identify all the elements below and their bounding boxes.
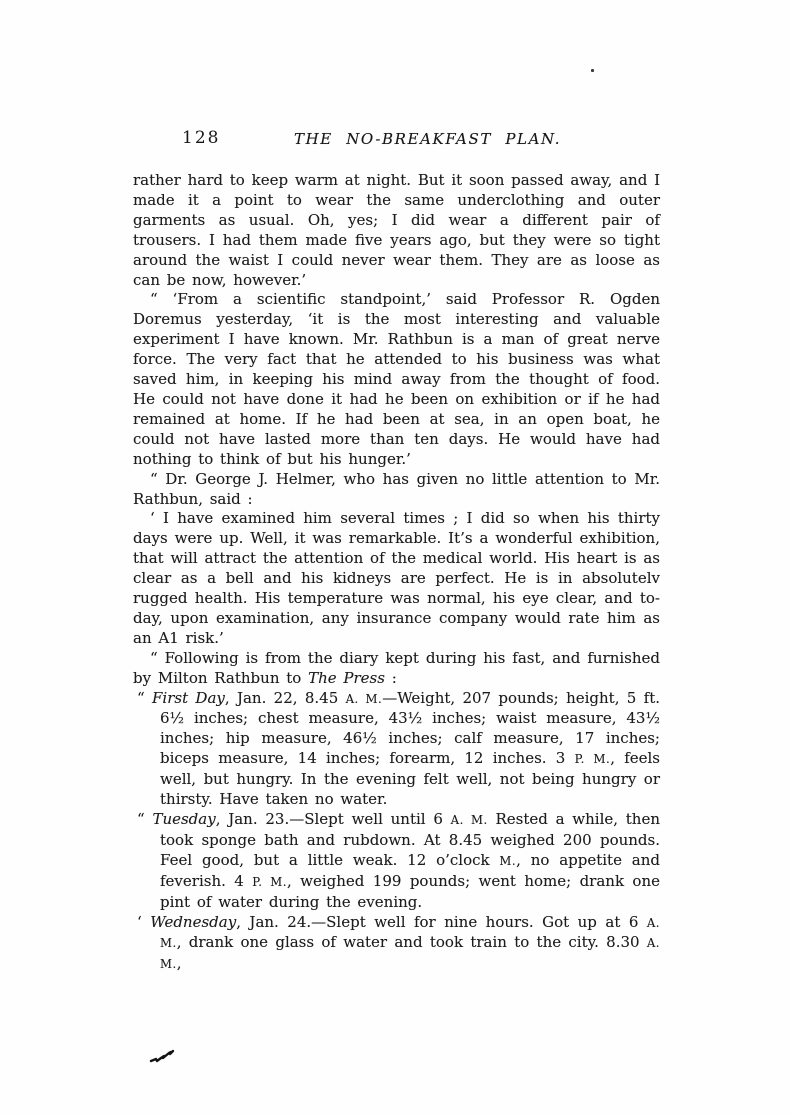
- page-number: 128: [182, 128, 221, 148]
- diary-entry-first-day: [133, 689, 660, 810]
- para-helmer-intro: [133, 470, 660, 510]
- para-continued-from-previous: [133, 171, 660, 290]
- small-caps-text-run: M.: [499, 853, 517, 868]
- text-run: ‘ I have examined him several times ; I did so when his thirty days were up. Well, it was remarkable. It’s a wonderful exhibition, that will attract the attention of the medical world. His heart is as clear as a bell and his kidneys are perfect. He is in absolutelv rugged health. His temperature was normal, his eye clear, and to-day, upon examination, any insurance company would rate him as an A1 risk.’: [133, 509, 660, 647]
- para-doremus-quote: [133, 290, 660, 469]
- italic-text-run: The Press: [308, 668, 385, 687]
- text-run: , drank one glass of water and took train to the city. 8.30: [176, 933, 647, 952]
- italic-text-run: First Day: [152, 688, 225, 707]
- text-block: [133, 171, 660, 975]
- para-diary-intro: [133, 649, 660, 689]
- diary-entry-tuesday: [133, 810, 660, 913]
- text-run: ,: [176, 954, 182, 973]
- text-run: —Weight, 207 pounds; height, 5 ft. 6½ inches; chest measure, 43½ inches; waist measure, 43½ inches; hip measure, 46½ inches; calf measure, 17 inches; biceps measure, 14 inches; forearm, 12 inches. 3: [160, 688, 661, 768]
- ink-speck-icon: [591, 69, 594, 72]
- text-run: “ ‘From a scientific standpoint,’ said Professor R. Ogden Doremus yesterday, ‘it is the most interesting and valuable experiment I have known. Mr. Rathbun is a man of great nerve force. The very fact that he attended to his business was what saved him, in keeping his mind away from the thought of food. He could not have done it had he been on exhibition or if he had remained at home. If he had been at sea, in an open boat, he could not have lasted more than ten days. He would have had nothing to think of but his hunger.’: [133, 290, 660, 468]
- diary-entry-wednesday: [133, 913, 660, 976]
- text-run: :: [384, 668, 397, 687]
- text-run: “: [137, 688, 152, 707]
- text-run: Rested a while, then took sponge bath and rubdown. At 8.45 weighed 200 pounds. Feel good, but a little weak. 12 o’clock: [160, 810, 661, 869]
- text-run: , Jan. 23.—Slept well until 6: [215, 810, 451, 828]
- text-run: “: [137, 810, 153, 828]
- text-run: ‘: [137, 912, 151, 931]
- italic-text-run: Wednesday: [150, 912, 237, 931]
- running-header-title: THE NO-BREAKFAST PLAN.: [294, 130, 562, 148]
- text-run: “ Following is from the diary kept during his fast, and furnished by Milton Rathbun to: [133, 648, 660, 687]
- text-run: , Jan. 22, 8.45: [224, 688, 346, 707]
- text-run: , feels well, but hungry. In the evening felt well, not being hungry or thirsty. Have taken no water.: [160, 749, 660, 809]
- text-run: rather hard to keep warm at night. But it soon passed away, and I made it a point to wear the same underclothing and outer garments as usual. Oh, yes; I did wear a different pair of trousers. I had them made five years ago, but they were so tight around the waist I could never wear them. They are as loose as can be now, however.’: [133, 171, 660, 289]
- text-run: , no appetite and feverish. 4: [160, 850, 660, 890]
- text-run: , weighed 199 pounds; went home; drank one pint of water during the evening.: [160, 871, 660, 911]
- small-caps-text-run: A. M.: [450, 813, 488, 827]
- para-helmer-quote: [133, 509, 660, 648]
- italic-text-run: Tuesday: [152, 810, 216, 828]
- text-run: “ Dr. George J. Helmer, who has given no little attention to Mr. Rathbun, said :: [133, 469, 660, 508]
- small-caps-text-run: A. M.: [345, 691, 383, 706]
- small-caps-text-run: P. M.: [574, 752, 611, 767]
- small-caps-text-run: A. M.: [160, 936, 660, 972]
- pen-scratch-icon: [149, 1043, 179, 1065]
- small-caps-text-run: A. M.: [160, 915, 660, 951]
- small-caps-text-run: P. M.: [252, 874, 287, 889]
- text-run: , Jan. 24.—Slept well for nine hours. Got up at 6: [236, 912, 647, 931]
